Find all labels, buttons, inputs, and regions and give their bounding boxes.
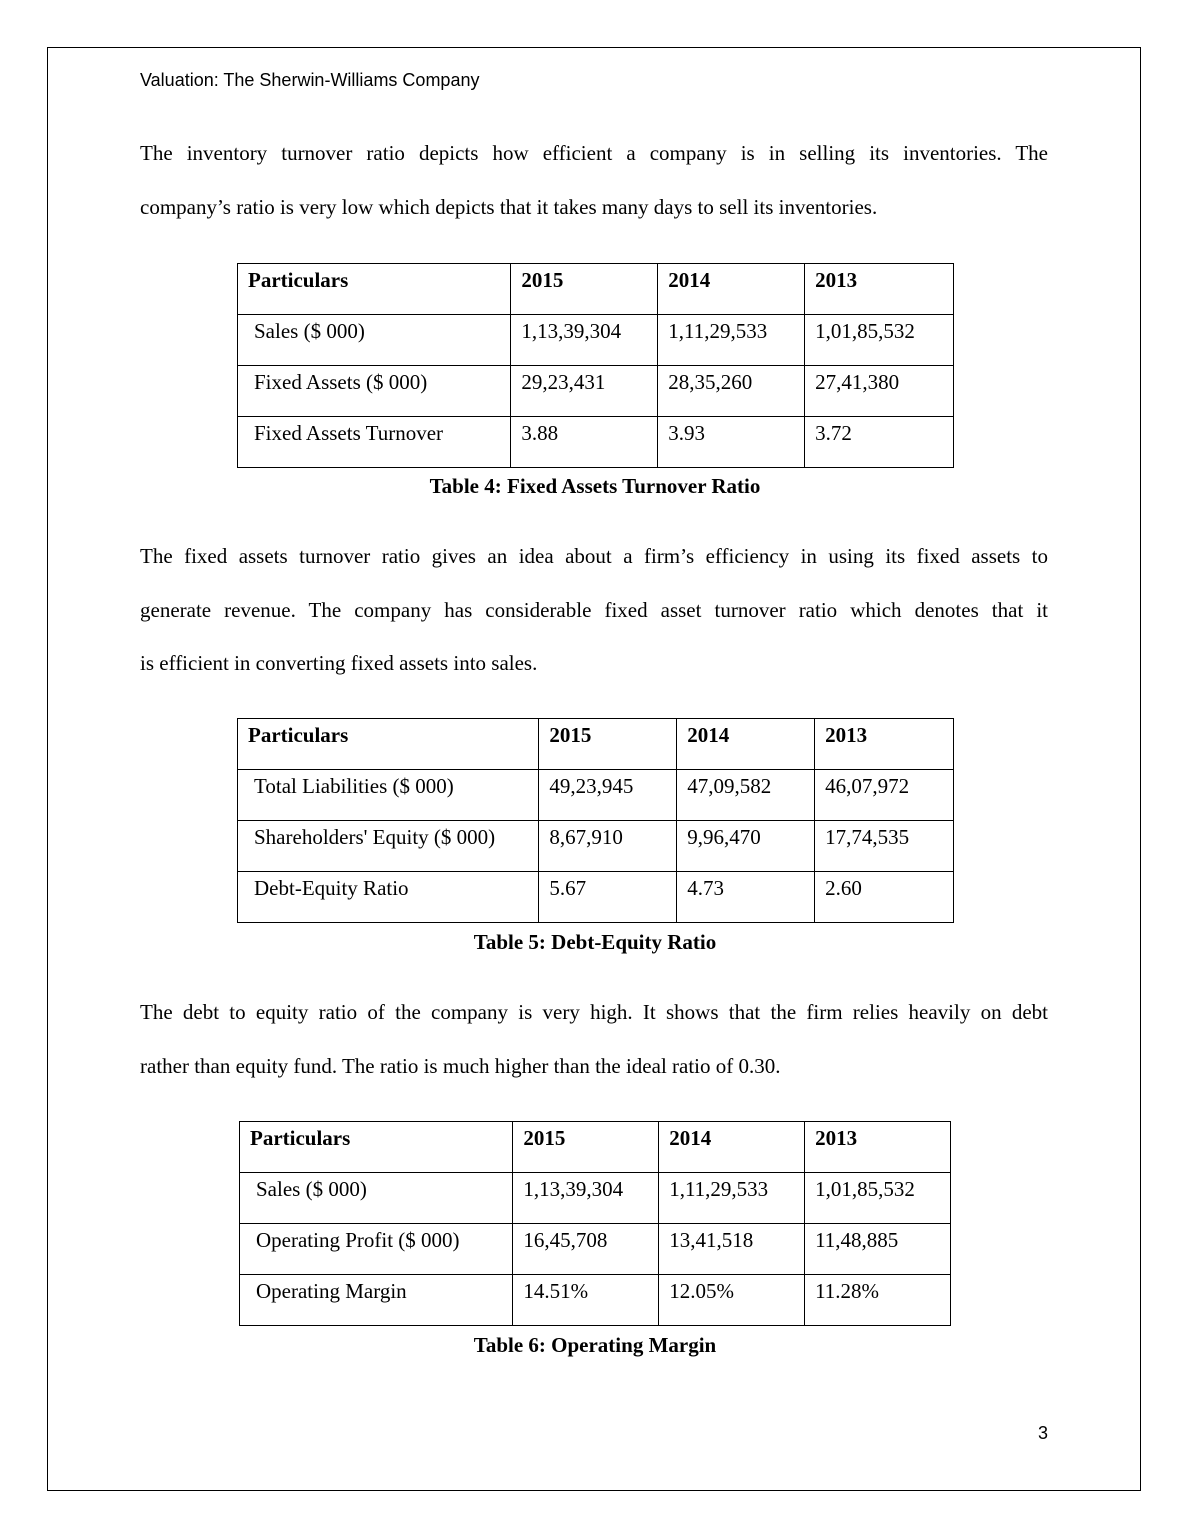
row-label: Fixed Assets Turnover (238, 417, 511, 468)
table-cell: 1,13,39,304 (513, 1173, 659, 1224)
paragraph-line: The debt to equity ratio of the company is very high. It shows that the firm relies heavily on debt (140, 1000, 1048, 1024)
table-row (238, 315, 954, 366)
table-header-row (240, 1122, 951, 1173)
table-row (240, 1173, 951, 1224)
table-caption: Table 6: Operating Margin (473, 1333, 717, 1357)
table-operating-margin (239, 1121, 951, 1326)
paragraph-line: is efficient in converting fixed assets into sales. (140, 651, 538, 675)
row-label: Shareholders' Equity ($ 000) (238, 821, 539, 872)
row-label: Sales ($ 000) (240, 1173, 513, 1224)
table-fixed-assets-turnover (237, 263, 954, 468)
table-cell: 3.88 (511, 417, 658, 468)
running-header: Valuation: The Sherwin-Williams Company (140, 70, 480, 90)
table-cell: 49,23,945 (539, 770, 677, 821)
table-row (240, 1224, 951, 1275)
paragraph-line: rather than equity fund. The ratio is much higher than the ideal ratio of 0.30. (140, 1053, 781, 1078)
table-cell: 16,45,708 (513, 1224, 659, 1275)
header-cell: 2013 (815, 719, 954, 770)
row-label: Operating Margin (240, 1275, 513, 1326)
paragraph-debt-equity (140, 986, 1048, 1093)
header-cell: Particulars (240, 1122, 513, 1173)
table-cell: 29,23,431 (511, 366, 658, 417)
table-cell: 13,41,518 (659, 1224, 805, 1275)
table-cell: 4.73 (677, 872, 815, 923)
row-label: Fixed Assets ($ 000) (238, 366, 511, 417)
table-cell: 2.60 (815, 872, 954, 923)
header-cell: 2015 (513, 1122, 659, 1173)
table-cell: 11.28% (805, 1275, 951, 1326)
table-cell: 1,13,39,304 (511, 315, 658, 366)
table-cell: 1,01,85,532 (805, 315, 954, 366)
table-debt-equity (237, 718, 954, 923)
paragraph-line: generate revenue. The company has considerable fixed asset turnover ratio which denotes that it (140, 597, 1048, 622)
table-row (238, 417, 954, 468)
table-row (238, 366, 954, 417)
table-caption: Table 5: Debt-Equity Ratio (473, 930, 717, 954)
row-label: Total Liabilities ($ 000) (238, 770, 539, 821)
table-cell: 11,48,885 (805, 1224, 951, 1275)
header-cell: 2014 (658, 264, 805, 315)
paragraph-line: The inventory turnover ratio depicts how efficient a company is in selling its inventories. The (140, 141, 1048, 165)
row-label: Sales ($ 000) (238, 315, 511, 366)
table-cell: 1,11,29,533 (659, 1173, 805, 1224)
table-cell: 8,67,910 (539, 821, 677, 872)
table-cell: 9,96,470 (677, 821, 815, 872)
table-header-row (238, 719, 954, 770)
header-cell: Particulars (238, 264, 511, 315)
header-cell: 2014 (677, 719, 815, 770)
table-cell: 14.51% (513, 1275, 659, 1326)
table-row (238, 872, 954, 923)
header-cell: 2015 (511, 264, 658, 315)
table-cell: 3.72 (805, 417, 954, 468)
paragraph-line: The fixed assets turnover ratio gives an idea about a firm’s efficiency in using its fixed assets to (140, 544, 1048, 568)
table-row (240, 1275, 951, 1326)
header-cell: Particulars (238, 719, 539, 770)
row-label: Operating Profit ($ 000) (240, 1224, 513, 1275)
paragraph-line: company’s ratio is very low which depicts that it takes many days to sell its inventories. (140, 194, 878, 219)
table-cell: 12.05% (659, 1275, 805, 1326)
table-cell: 1,01,85,532 (805, 1173, 951, 1224)
table-cell: 46,07,972 (815, 770, 954, 821)
header-cell: 2013 (805, 1122, 951, 1173)
paragraph-fixed-assets (140, 530, 1048, 691)
row-label: Debt-Equity Ratio (238, 872, 539, 923)
table-cell: 27,41,380 (805, 366, 954, 417)
page-number: 3 (1038, 1423, 1049, 1443)
header-cell: 2013 (805, 264, 954, 315)
header-cell: 2014 (659, 1122, 805, 1173)
table-row (238, 821, 954, 872)
table-cell: 28,35,260 (658, 366, 805, 417)
table-row (238, 770, 954, 821)
table-header-row (238, 264, 954, 315)
table-cell: 47,09,582 (677, 770, 815, 821)
table-cell: 1,11,29,533 (658, 315, 805, 366)
table-caption: Table 4: Fixed Assets Turnover Ratio (429, 474, 761, 498)
paragraph-inventory-turnover (140, 127, 1048, 234)
table-cell: 17,74,535 (815, 821, 954, 872)
table-cell: 3.93 (658, 417, 805, 468)
header-cell: 2015 (539, 719, 677, 770)
table-cell: 5.67 (539, 872, 677, 923)
